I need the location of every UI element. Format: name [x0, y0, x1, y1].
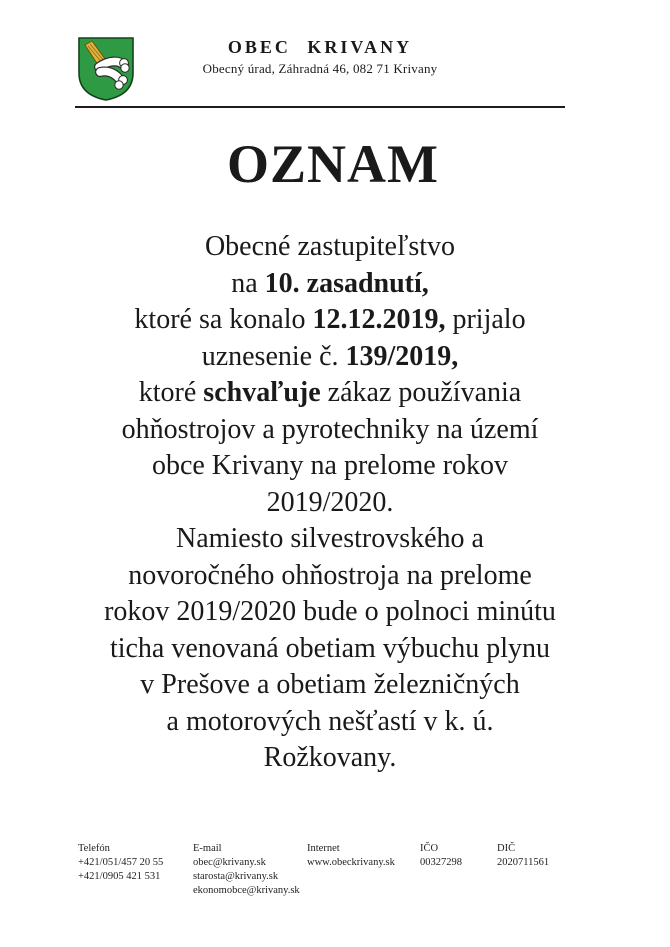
- footer-value: 00327298: [420, 857, 462, 868]
- footer-column-internet: [307, 842, 420, 870]
- org-name: OBEC KRIVANY: [227, 37, 413, 57]
- footer-value: 2020711561: [497, 857, 550, 868]
- org-address: Obecný úrad, Záhradná 46, 082 71 Krivany: [202, 61, 438, 76]
- body-line: v Prešove a obetiam železničných: [140, 669, 520, 700]
- body-line: uznesenie č. 139/2019,: [201, 340, 459, 372]
- footer-value: www.obeckrivany.sk: [307, 857, 395, 868]
- header-divider: [75, 106, 565, 108]
- letterhead: [0, 37, 640, 77]
- body-line: obce Krivany na prelome rokov: [151, 450, 509, 481]
- body-line: Namiesto silvestrovského a: [176, 523, 484, 554]
- footer-value: +421/0905 421 531: [78, 871, 161, 882]
- footer-columns: [78, 842, 607, 898]
- footer-label-telefon: Telefón: [78, 843, 110, 854]
- footer-column-dic: [497, 842, 607, 870]
- body-line: ktoré schvaľuje zákaz používania: [138, 377, 522, 408]
- body-line: na 10. zasadnutí,: [231, 267, 429, 299]
- body-line: rokov 2019/2020 bude o polnoci minútu: [104, 596, 556, 627]
- footer-label-email: E-mail: [193, 843, 222, 854]
- footer-value: ekonomobce@krivany.sk: [193, 885, 300, 896]
- body-line: Obecné zastupiteľstvo: [204, 231, 456, 262]
- body-line: ohňostrojov a pyrotechniky na území: [121, 413, 539, 445]
- body-line: ticha venovaná obetiam výbuchu plynu: [109, 632, 551, 664]
- body-line: a motorových nešťastí v k. ú.: [166, 705, 494, 737]
- page-title: OZNAM: [227, 134, 439, 194]
- footer-column-email: [193, 842, 307, 898]
- body-line: Rožkovany.: [263, 742, 397, 773]
- footer-value: obec@krivany.sk: [193, 857, 266, 868]
- footer-label-ico: IČO: [420, 843, 439, 854]
- footer-column-ico: [420, 842, 497, 870]
- body-line: ktoré sa konalo 12.12.2019, prijalo: [134, 304, 526, 335]
- footer-column-telefon: [78, 842, 193, 884]
- footer-label-dic: DIČ: [497, 843, 516, 854]
- footer-value: starosta@krivany.sk: [193, 871, 279, 882]
- announcement-body: [0, 229, 660, 777]
- body-line: novoročného ohňostroja na prelome: [128, 559, 532, 591]
- body-line: 2019/2020.: [266, 486, 394, 518]
- footer-label-internet: Internet: [307, 843, 340, 854]
- footer-value: +421/051/457 20 55: [78, 857, 164, 868]
